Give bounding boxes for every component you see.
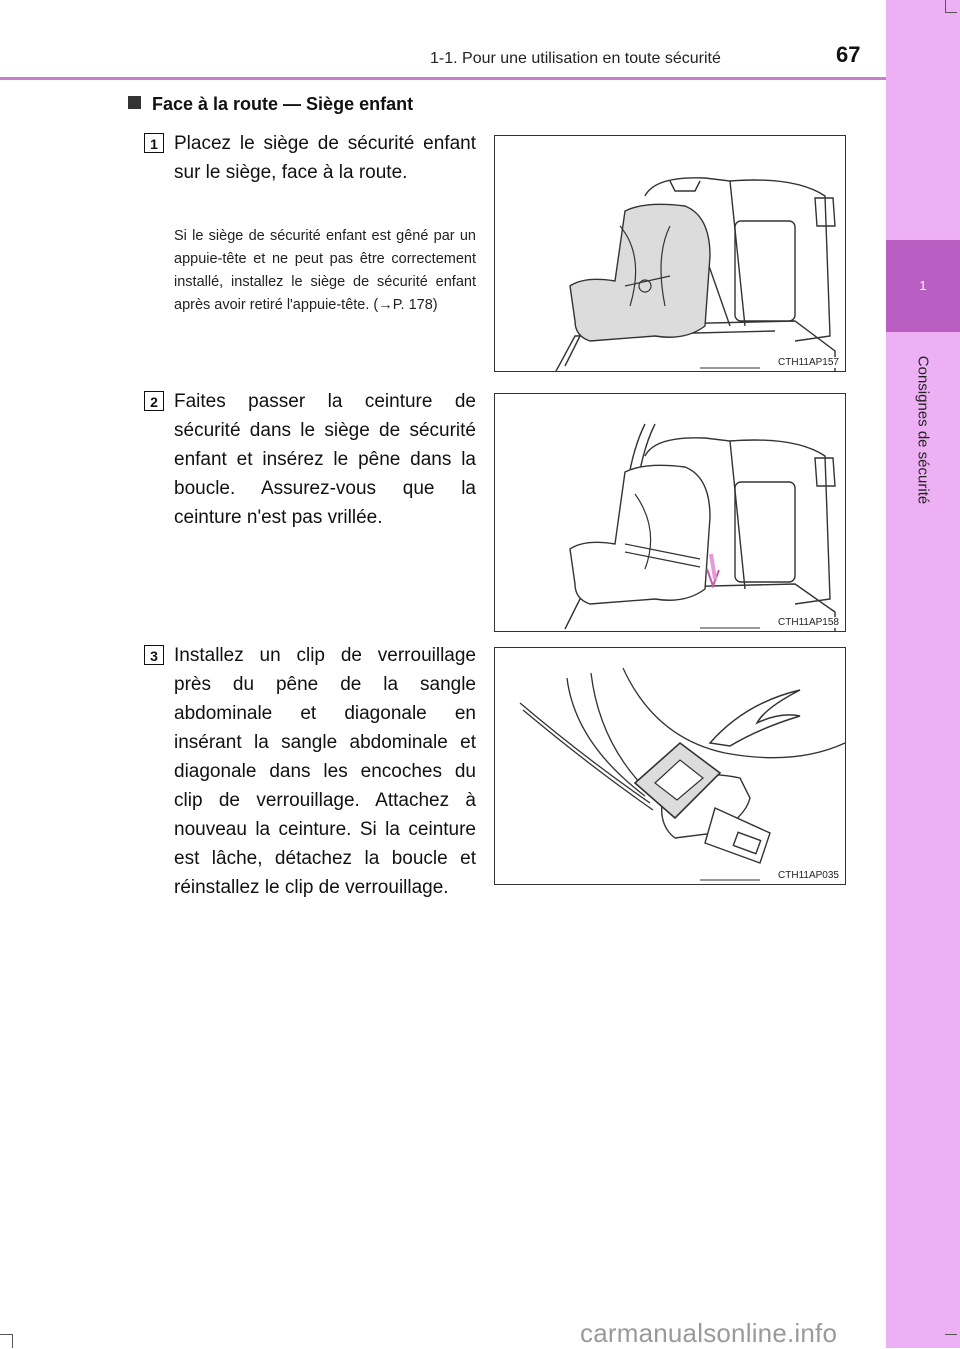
belt-routing-illustration	[495, 394, 846, 632]
watermark: carmanualsonline.info	[580, 1318, 838, 1348]
figure-code: CTH11AP035	[775, 870, 839, 881]
step-text: Placez le siège de sécurité enfant sur le siège, face à la route.	[174, 133, 476, 183]
chapter-sidebar	[886, 0, 960, 1348]
crop-mark	[945, 12, 957, 13]
step-number-badge: 3	[144, 645, 164, 665]
figure-locking-clip	[494, 647, 846, 885]
crop-mark	[945, 1334, 957, 1335]
running-header: 1-1. Pour une utilisation en toute sécurité	[430, 50, 721, 67]
child-seat-illustration	[495, 136, 846, 372]
step-text: Installez un clip de verrouillage près du pêne de la sangle abdominale et diagonale en insérant la sangle abdominale et diagonale dans les encoches du clip de verrouillage. Attachez à nouveau la ceinture. Si la ceinture est lâche, détachez la boucle et réinstallez le clip de verrouillage.	[174, 645, 476, 898]
section-title: Face à la route — Siège enfant	[152, 94, 414, 114]
figure-belt-buckled	[494, 393, 846, 632]
figure-code: CTH11AP158	[775, 617, 839, 628]
figure-child-seat-placed	[494, 135, 846, 372]
page-number: 67	[836, 42, 861, 67]
chapter-label: Consignes de sécurité	[914, 355, 932, 505]
locking-clip-illustration	[495, 648, 846, 885]
crop-mark	[0, 1334, 12, 1335]
chapter-number: 1	[919, 278, 927, 293]
header-rule	[0, 77, 886, 80]
step-note: Si le siège de sécurité enfant est gêné par un appuie-tête et ne peut pas être correctement installé, installez le siège de sécurité enfant après avoir retiré l'appuie-tête. (→P. 178)	[174, 228, 476, 313]
step-number-badge: 2	[144, 391, 164, 411]
section-bullet-icon	[128, 96, 141, 109]
step-number-badge: 1	[144, 133, 164, 153]
figure-code: CTH11AP157	[775, 357, 839, 368]
step-text: Faites passer la ceinture de sécurité dans le siège de sécurité enfant et insérez le pêne dans la boucle. Assurez-vous que la ceinture n'est pas vrillée.	[174, 391, 476, 528]
crop-mark	[12, 1334, 13, 1348]
crop-mark	[945, 0, 946, 12]
